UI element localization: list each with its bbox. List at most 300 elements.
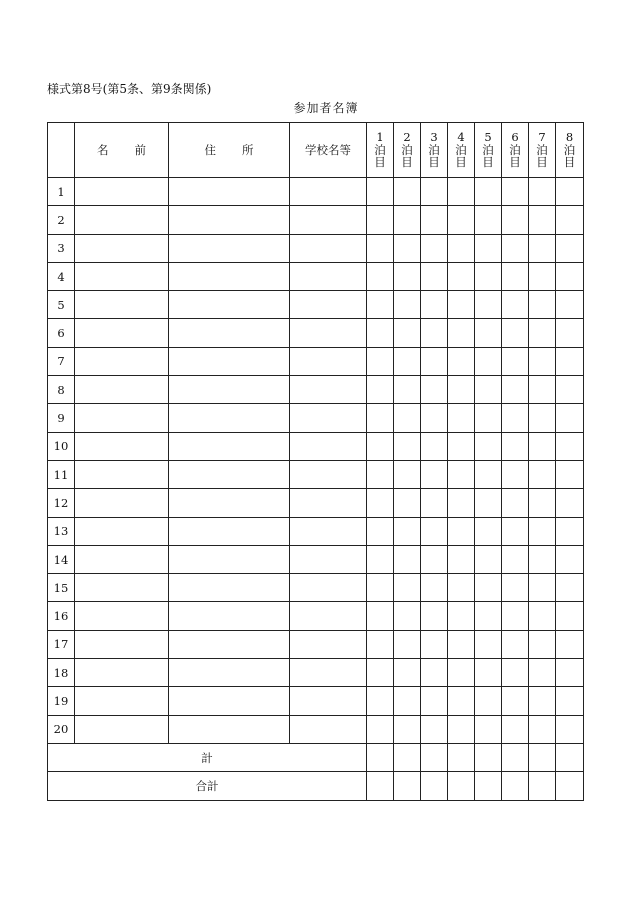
name-cell[interactable] (75, 460, 169, 488)
night-7-cell[interactable] (529, 630, 556, 658)
name-cell[interactable] (75, 291, 169, 319)
table-row (48, 291, 584, 319)
night-6-cell[interactable] (502, 630, 529, 658)
night-5-cell[interactable] (475, 319, 502, 347)
header-name-char-1: 名 (97, 143, 109, 157)
night-8-cell[interactable] (556, 432, 584, 460)
row-number: 2 (48, 206, 75, 234)
row-number: 5 (48, 291, 75, 319)
night-8-cell[interactable] (556, 574, 584, 602)
night-8-cell[interactable] (556, 178, 584, 206)
name-cell[interactable] (75, 206, 169, 234)
night-4-cell[interactable] (448, 602, 475, 630)
night-7-cell[interactable] (529, 319, 556, 347)
row-number: 20 (48, 715, 75, 743)
night-4-cell[interactable] (448, 234, 475, 262)
night-4-cell[interactable] (448, 517, 475, 545)
name-cell[interactable] (75, 489, 169, 517)
subtotal-night-2-cell[interactable] (394, 743, 421, 771)
name-cell[interactable] (75, 687, 169, 715)
night-5-cell[interactable] (475, 178, 502, 206)
name-cell[interactable] (75, 432, 169, 460)
night-8-cell[interactable] (556, 234, 584, 262)
school-cell[interactable] (290, 715, 367, 743)
night-3-cell[interactable] (421, 347, 448, 375)
school-cell[interactable] (290, 376, 367, 404)
night-4-cell[interactable] (448, 574, 475, 602)
total-night-5-cell[interactable] (475, 772, 502, 800)
header-address (169, 123, 290, 178)
night-4-cell[interactable] (448, 206, 475, 234)
night-2-cell[interactable] (394, 602, 421, 630)
night-3-cell[interactable] (421, 206, 448, 234)
table-row (48, 347, 584, 375)
total-night-3-cell[interactable] (421, 772, 448, 800)
school-cell[interactable] (290, 545, 367, 573)
night-1-cell[interactable] (367, 376, 394, 404)
night-3-cell[interactable] (421, 687, 448, 715)
night-6-cell[interactable] (502, 659, 529, 687)
night-1-cell[interactable] (367, 630, 394, 658)
school-cell[interactable] (290, 460, 367, 488)
school-cell[interactable] (290, 630, 367, 658)
night-2-cell[interactable] (394, 659, 421, 687)
row-number: 16 (48, 602, 75, 630)
night-2-cell[interactable] (394, 687, 421, 715)
row-number: 8 (48, 376, 75, 404)
school-cell[interactable] (290, 432, 367, 460)
night-4-cell[interactable] (448, 687, 475, 715)
table-row (48, 574, 584, 602)
header-night-1-line-3: 目 (374, 155, 386, 170)
night-7-cell[interactable] (529, 489, 556, 517)
header-night-4 (448, 123, 475, 178)
night-2-cell[interactable] (394, 347, 421, 375)
row-number: 12 (48, 489, 75, 517)
night-7-cell[interactable] (529, 376, 556, 404)
school-cell[interactable] (290, 319, 367, 347)
address-cell[interactable] (169, 376, 290, 404)
night-1-cell[interactable] (367, 460, 394, 488)
header-night-8 (556, 123, 584, 178)
night-8-cell[interactable] (556, 319, 584, 347)
night-1-cell[interactable] (367, 178, 394, 206)
night-1-cell[interactable] (367, 432, 394, 460)
night-7-cell[interactable] (529, 602, 556, 630)
night-4-cell[interactable] (448, 432, 475, 460)
night-4-cell[interactable] (448, 178, 475, 206)
header-night-7 (529, 123, 556, 178)
night-8-cell[interactable] (556, 715, 584, 743)
night-3-cell[interactable] (421, 291, 448, 319)
night-2-cell[interactable] (394, 630, 421, 658)
night-2-cell[interactable] (394, 715, 421, 743)
night-8-cell[interactable] (556, 545, 584, 573)
address-cell[interactable] (169, 347, 290, 375)
night-7-cell[interactable] (529, 234, 556, 262)
address-cell[interactable] (169, 630, 290, 658)
night-6-cell[interactable] (502, 602, 529, 630)
night-6-cell[interactable] (502, 234, 529, 262)
table-row (48, 319, 584, 347)
night-8-cell[interactable] (556, 460, 584, 488)
night-8-cell[interactable] (556, 630, 584, 658)
school-cell[interactable] (290, 291, 367, 319)
row-number: 7 (48, 347, 75, 375)
night-5-cell[interactable] (475, 347, 502, 375)
header-night-3 (421, 123, 448, 178)
night-5-cell[interactable] (475, 489, 502, 517)
night-5-cell[interactable] (475, 234, 502, 262)
night-5-cell[interactable] (475, 687, 502, 715)
night-5-cell[interactable] (475, 602, 502, 630)
subtotal-night-1-cell[interactable] (367, 743, 394, 771)
night-3-cell[interactable] (421, 404, 448, 432)
total-night-7-cell[interactable] (529, 772, 556, 800)
night-3-cell[interactable] (421, 376, 448, 404)
total-night-4-cell[interactable] (448, 772, 475, 800)
night-2-cell[interactable] (394, 432, 421, 460)
school-cell[interactable] (290, 687, 367, 715)
night-6-cell[interactable] (502, 574, 529, 602)
header-school: 学校名等 (290, 123, 367, 178)
night-1-cell[interactable] (367, 659, 394, 687)
night-2-cell[interactable] (394, 404, 421, 432)
night-1-cell[interactable] (367, 602, 394, 630)
night-5-cell[interactable] (475, 262, 502, 290)
night-7-cell[interactable] (529, 178, 556, 206)
school-cell[interactable] (290, 574, 367, 602)
header-night-4-line-2: 泊 (455, 142, 467, 157)
row-number: 6 (48, 319, 75, 347)
night-3-cell[interactable] (421, 517, 448, 545)
name-cell[interactable] (75, 517, 169, 545)
school-cell[interactable] (290, 602, 367, 630)
header-night-7-line-1: 7 (538, 130, 546, 145)
night-7-cell[interactable] (529, 574, 556, 602)
name-cell[interactable] (75, 602, 169, 630)
address-cell[interactable] (169, 602, 290, 630)
header-night-6 (502, 123, 529, 178)
name-cell[interactable] (75, 630, 169, 658)
address-cell[interactable] (169, 262, 290, 290)
header-night-5-line-1: 5 (484, 130, 492, 145)
school-cell[interactable] (290, 178, 367, 206)
night-4-cell[interactable] (448, 319, 475, 347)
name-cell[interactable] (75, 319, 169, 347)
night-7-cell[interactable] (529, 206, 556, 234)
name-cell[interactable] (75, 545, 169, 573)
night-7-cell[interactable] (529, 432, 556, 460)
night-6-cell[interactable] (502, 347, 529, 375)
row-number: 4 (48, 262, 75, 290)
row-number: 1 (48, 178, 75, 206)
night-6-cell[interactable] (502, 262, 529, 290)
night-1-cell[interactable] (367, 404, 394, 432)
header-night-7-line-3: 目 (536, 155, 548, 170)
night-3-cell[interactable] (421, 234, 448, 262)
row-number: 13 (48, 517, 75, 545)
table-row (48, 602, 584, 630)
night-2-cell[interactable] (394, 574, 421, 602)
night-3-cell[interactable] (421, 659, 448, 687)
night-5-cell[interactable] (475, 517, 502, 545)
night-7-cell[interactable] (529, 659, 556, 687)
address-cell[interactable] (169, 291, 290, 319)
address-cell[interactable] (169, 206, 290, 234)
night-5-cell[interactable] (475, 545, 502, 573)
subtotal-night-3-cell[interactable] (421, 743, 448, 771)
night-2-cell[interactable] (394, 234, 421, 262)
night-8-cell[interactable] (556, 659, 584, 687)
night-4-cell[interactable] (448, 291, 475, 319)
night-2-cell[interactable] (394, 376, 421, 404)
night-5-cell[interactable] (475, 460, 502, 488)
night-1-cell[interactable] (367, 545, 394, 573)
night-7-cell[interactable] (529, 687, 556, 715)
name-cell[interactable] (75, 234, 169, 262)
night-4-cell[interactable] (448, 376, 475, 404)
night-7-cell[interactable] (529, 262, 556, 290)
night-4-cell[interactable] (448, 630, 475, 658)
night-3-cell[interactable] (421, 319, 448, 347)
subtotal-label: 計 (48, 743, 367, 771)
header-row (48, 123, 584, 178)
header-number-cell (48, 123, 75, 178)
address-cell[interactable] (169, 234, 290, 262)
header-night-2-line-1: 2 (403, 130, 411, 145)
night-6-cell[interactable] (502, 178, 529, 206)
address-cell[interactable] (169, 319, 290, 347)
night-1-cell[interactable] (367, 687, 394, 715)
address-cell[interactable] (169, 489, 290, 517)
total-night-6-cell[interactable] (502, 772, 529, 800)
night-8-cell[interactable] (556, 489, 584, 517)
total-night-1-cell[interactable] (367, 772, 394, 800)
night-1-cell[interactable] (367, 262, 394, 290)
row-number: 17 (48, 630, 75, 658)
night-1-cell[interactable] (367, 574, 394, 602)
name-cell[interactable] (75, 574, 169, 602)
night-5-cell[interactable] (475, 574, 502, 602)
night-1-cell[interactable] (367, 319, 394, 347)
header-name (75, 123, 169, 178)
night-8-cell[interactable] (556, 517, 584, 545)
night-3-cell[interactable] (421, 262, 448, 290)
night-5-cell[interactable] (475, 404, 502, 432)
night-7-cell[interactable] (529, 460, 556, 488)
header-night-4-line-1: 4 (457, 130, 465, 145)
night-6-cell[interactable] (502, 376, 529, 404)
header-address-char-2: 所 (242, 143, 254, 157)
night-8-cell[interactable] (556, 602, 584, 630)
night-8-cell[interactable] (556, 262, 584, 290)
subtotal-night-7-cell[interactable] (529, 743, 556, 771)
night-7-cell[interactable] (529, 715, 556, 743)
school-cell[interactable] (290, 517, 367, 545)
night-3-cell[interactable] (421, 460, 448, 488)
night-3-cell[interactable] (421, 602, 448, 630)
address-cell[interactable] (169, 178, 290, 206)
night-4-cell[interactable] (448, 262, 475, 290)
school-cell[interactable] (290, 404, 367, 432)
night-3-cell[interactable] (421, 630, 448, 658)
name-cell[interactable] (75, 376, 169, 404)
school-cell[interactable] (290, 347, 367, 375)
night-4-cell[interactable] (448, 347, 475, 375)
total-row (48, 772, 584, 800)
total-night-8-cell[interactable] (556, 772, 584, 800)
night-3-cell[interactable] (421, 545, 448, 573)
header-night-1-line-1: 1 (376, 130, 384, 145)
table-row (48, 460, 584, 488)
night-6-cell[interactable] (502, 404, 529, 432)
participant-roster-table (47, 122, 584, 801)
address-cell[interactable] (169, 460, 290, 488)
subtotal-night-6-cell[interactable] (502, 743, 529, 771)
night-4-cell[interactable] (448, 659, 475, 687)
table-row (48, 432, 584, 460)
address-cell[interactable] (169, 659, 290, 687)
night-6-cell[interactable] (502, 319, 529, 347)
night-1-cell[interactable] (367, 291, 394, 319)
night-4-cell[interactable] (448, 715, 475, 743)
form-number-label: 様式第8号(第5条、第9条関係) (47, 82, 212, 96)
night-5-cell[interactable] (475, 630, 502, 658)
night-4-cell[interactable] (448, 460, 475, 488)
name-cell[interactable] (75, 347, 169, 375)
night-8-cell[interactable] (556, 376, 584, 404)
night-8-cell[interactable] (556, 206, 584, 234)
night-8-cell[interactable] (556, 347, 584, 375)
document-title: 参加者名簿 (293, 101, 359, 115)
school-cell[interactable] (290, 489, 367, 517)
night-2-cell[interactable] (394, 291, 421, 319)
night-2-cell[interactable] (394, 178, 421, 206)
night-6-cell[interactable] (502, 489, 529, 517)
night-3-cell[interactable] (421, 432, 448, 460)
night-6-cell[interactable] (502, 715, 529, 743)
table-row (48, 234, 584, 262)
school-cell[interactable] (290, 659, 367, 687)
night-5-cell[interactable] (475, 291, 502, 319)
school-cell[interactable] (290, 206, 367, 234)
night-7-cell[interactable] (529, 291, 556, 319)
night-3-cell[interactable] (421, 574, 448, 602)
table-row (48, 630, 584, 658)
school-cell[interactable] (290, 262, 367, 290)
night-2-cell[interactable] (394, 517, 421, 545)
header-night-2-line-2: 泊 (401, 142, 413, 157)
night-7-cell[interactable] (529, 404, 556, 432)
subtotal-night-5-cell[interactable] (475, 743, 502, 771)
night-1-cell[interactable] (367, 489, 394, 517)
night-2-cell[interactable] (394, 319, 421, 347)
address-cell[interactable] (169, 404, 290, 432)
row-number: 14 (48, 545, 75, 573)
header-night-5-line-3: 目 (482, 155, 494, 170)
header-night-1 (367, 123, 394, 178)
name-cell[interactable] (75, 404, 169, 432)
night-1-cell[interactable] (367, 234, 394, 262)
night-2-cell[interactable] (394, 545, 421, 573)
total-night-2-cell[interactable] (394, 772, 421, 800)
header-address-char-1: 住 (204, 143, 216, 157)
header-night-7-line-2: 泊 (536, 142, 548, 157)
subtotal-night-8-cell[interactable] (556, 743, 584, 771)
night-3-cell[interactable] (421, 715, 448, 743)
table-row (48, 178, 584, 206)
night-2-cell[interactable] (394, 262, 421, 290)
address-cell[interactable] (169, 517, 290, 545)
night-3-cell[interactable] (421, 489, 448, 517)
name-cell[interactable] (75, 659, 169, 687)
address-cell[interactable] (169, 687, 290, 715)
header-night-5-line-2: 泊 (482, 142, 494, 157)
night-5-cell[interactable] (475, 206, 502, 234)
table-row (48, 659, 584, 687)
night-5-cell[interactable] (475, 715, 502, 743)
subtotal-night-4-cell[interactable] (448, 743, 475, 771)
night-4-cell[interactable] (448, 489, 475, 517)
night-4-cell[interactable] (448, 545, 475, 573)
table-row (48, 517, 584, 545)
header-night-8-line-2: 泊 (563, 142, 576, 157)
night-6-cell[interactable] (502, 545, 529, 573)
night-1-cell[interactable] (367, 206, 394, 234)
address-cell[interactable] (169, 545, 290, 573)
night-8-cell[interactable] (556, 291, 584, 319)
night-6-cell[interactable] (502, 432, 529, 460)
night-3-cell[interactable] (421, 178, 448, 206)
night-8-cell[interactable] (556, 404, 584, 432)
school-cell[interactable] (290, 234, 367, 262)
night-6-cell[interactable] (502, 460, 529, 488)
night-7-cell[interactable] (529, 545, 556, 573)
night-6-cell[interactable] (502, 291, 529, 319)
address-cell[interactable] (169, 574, 290, 602)
night-5-cell[interactable] (475, 659, 502, 687)
night-7-cell[interactable] (529, 517, 556, 545)
name-cell[interactable] (75, 178, 169, 206)
night-4-cell[interactable] (448, 404, 475, 432)
night-1-cell[interactable] (367, 517, 394, 545)
night-5-cell[interactable] (475, 432, 502, 460)
night-2-cell[interactable] (394, 206, 421, 234)
address-cell[interactable] (169, 432, 290, 460)
night-8-cell[interactable] (556, 687, 584, 715)
night-6-cell[interactable] (502, 206, 529, 234)
name-cell[interactable] (75, 715, 169, 743)
night-6-cell[interactable] (502, 687, 529, 715)
night-2-cell[interactable] (394, 489, 421, 517)
table-row (48, 489, 584, 517)
name-cell[interactable] (75, 262, 169, 290)
table-row (48, 545, 584, 573)
header-name-char-2: 前 (134, 143, 146, 157)
total-label: 合計 (48, 772, 367, 800)
night-2-cell[interactable] (394, 460, 421, 488)
night-5-cell[interactable] (475, 376, 502, 404)
roster-body (48, 178, 584, 744)
night-1-cell[interactable] (367, 347, 394, 375)
header-night-1-line-2: 泊 (374, 142, 386, 157)
address-cell[interactable] (169, 715, 290, 743)
night-7-cell[interactable] (529, 347, 556, 375)
table-row (48, 404, 584, 432)
night-1-cell[interactable] (367, 715, 394, 743)
night-6-cell[interactable] (502, 517, 529, 545)
